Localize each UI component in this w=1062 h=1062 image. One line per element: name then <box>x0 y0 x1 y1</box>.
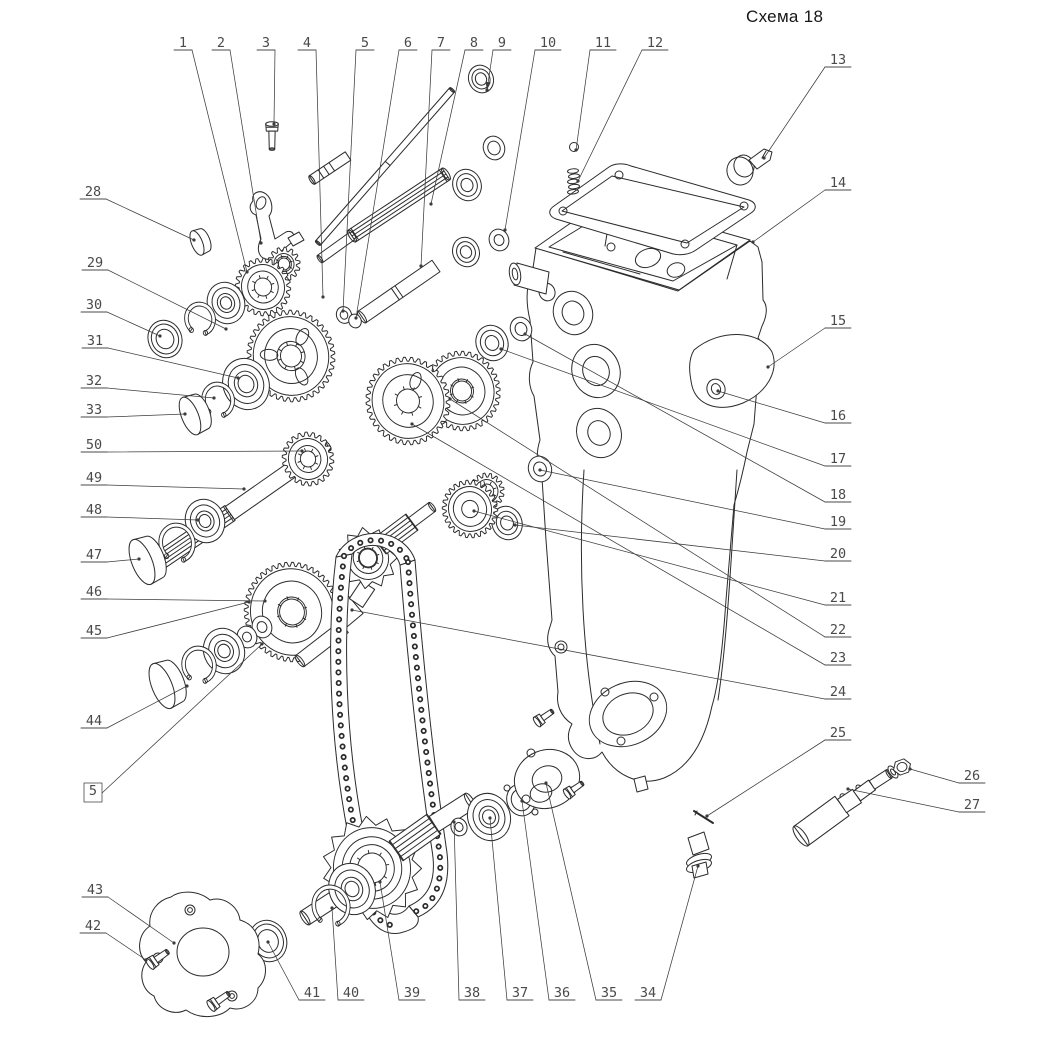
svg-text:1: 1 <box>178 35 188 51</box>
svg-text:33: 33 <box>85 402 103 418</box>
svg-text:14: 14 <box>829 175 847 191</box>
svg-text:40: 40 <box>342 985 360 1001</box>
svg-text:31: 31 <box>86 333 104 349</box>
part-label-30 <box>81 297 162 338</box>
svg-text:16: 16 <box>829 408 847 424</box>
svg-text:34: 34 <box>639 985 657 1001</box>
svg-text:30: 30 <box>85 297 103 313</box>
svg-text:11: 11 <box>594 35 612 51</box>
svg-text:50: 50 <box>85 437 103 453</box>
part-label-11 <box>574 35 616 152</box>
part-label-14 <box>751 175 851 244</box>
svg-text:13: 13 <box>829 52 847 68</box>
part-label-34 <box>635 864 700 1001</box>
seal-ring <box>486 226 512 254</box>
svg-text:20: 20 <box>829 546 847 562</box>
part-label-3 <box>257 35 276 126</box>
part-label-9 <box>485 35 511 92</box>
roller-pin <box>694 811 713 823</box>
svg-text:36: 36 <box>553 985 571 1001</box>
svg-text:23: 23 <box>829 650 847 666</box>
svg-text:17: 17 <box>829 451 847 467</box>
svg-text:37: 37 <box>511 985 529 1001</box>
ball-bearing <box>448 165 486 205</box>
svg-text:35: 35 <box>600 985 618 1001</box>
svg-text:26: 26 <box>963 768 981 784</box>
svg-text:12: 12 <box>646 35 664 51</box>
svg-text:41: 41 <box>303 985 321 1001</box>
ball-bearing <box>464 61 497 96</box>
svg-text:43: 43 <box>86 882 104 898</box>
part-label-38 <box>452 820 485 1001</box>
part-label-1 <box>174 35 249 274</box>
svg-text:25: 25 <box>829 725 847 741</box>
part-label-12 <box>576 35 668 183</box>
detent-pin <box>308 152 351 185</box>
input-shaft-spline <box>346 167 452 244</box>
svg-text:19: 19 <box>829 514 847 530</box>
part-label-13 <box>762 52 851 160</box>
svg-text:49: 49 <box>85 470 103 486</box>
svg-text:3: 3 <box>261 35 271 51</box>
part-label-36 <box>520 799 575 1001</box>
housing-mount-arm <box>690 334 774 407</box>
part-label-35 <box>544 781 622 1001</box>
svg-text:22: 22 <box>829 622 847 638</box>
svg-text:32: 32 <box>85 373 103 389</box>
part-label-28 <box>80 184 196 242</box>
seal-ring <box>480 133 509 163</box>
part-label-48 <box>81 502 200 522</box>
part-label-49 <box>81 470 246 491</box>
flange-bolt <box>532 706 556 728</box>
counter-shaft-tip <box>409 501 437 526</box>
svg-text:5: 5 <box>88 783 98 799</box>
svg-text:42: 42 <box>84 918 102 934</box>
svg-text:27: 27 <box>963 797 981 813</box>
part-label-46 <box>81 584 267 603</box>
part-label-5 <box>341 35 374 313</box>
svg-text:8: 8 <box>469 35 479 51</box>
svg-text:2: 2 <box>216 35 226 51</box>
svg-text:4: 4 <box>302 35 312 51</box>
part-label-26 <box>908 767 985 784</box>
svg-text:6: 6 <box>403 35 413 51</box>
svg-text:9: 9 <box>497 35 507 51</box>
svg-text:44: 44 <box>85 713 103 729</box>
part-label-10 <box>503 35 561 232</box>
svg-text:29: 29 <box>86 255 104 271</box>
svg-text:24: 24 <box>829 684 847 700</box>
part-label-33 <box>81 402 187 418</box>
part-label-7 <box>419 35 450 268</box>
drain-plug <box>685 832 713 878</box>
svg-text:5: 5 <box>360 35 370 51</box>
svg-text:7: 7 <box>436 35 446 51</box>
svg-text:28: 28 <box>84 184 102 200</box>
part-label-15 <box>766 313 851 369</box>
part-label-40 <box>330 906 364 1001</box>
svg-text:47: 47 <box>85 547 103 563</box>
svg-text:38: 38 <box>463 985 481 1001</box>
part-label-37 <box>488 816 533 1001</box>
svg-text:21: 21 <box>829 590 847 606</box>
main-shaft <box>356 260 440 324</box>
svg-text:15: 15 <box>829 313 847 329</box>
svg-text:39: 39 <box>403 985 421 1001</box>
svg-text:18: 18 <box>829 487 847 503</box>
svg-text:46: 46 <box>85 584 103 600</box>
svg-text:45: 45 <box>85 623 103 639</box>
breather-plug <box>724 149 772 188</box>
svg-text:48: 48 <box>85 502 103 518</box>
part-label-42 <box>80 918 148 962</box>
svg-text:10: 10 <box>539 35 557 51</box>
retaining-bolt <box>266 122 279 151</box>
part-label-29 <box>82 255 228 331</box>
oil-seal <box>142 315 187 363</box>
ball-bearing <box>448 233 484 271</box>
part-label-50 <box>81 437 304 453</box>
end-cap <box>187 226 214 257</box>
page-title: Схема 18 <box>746 7 824 26</box>
